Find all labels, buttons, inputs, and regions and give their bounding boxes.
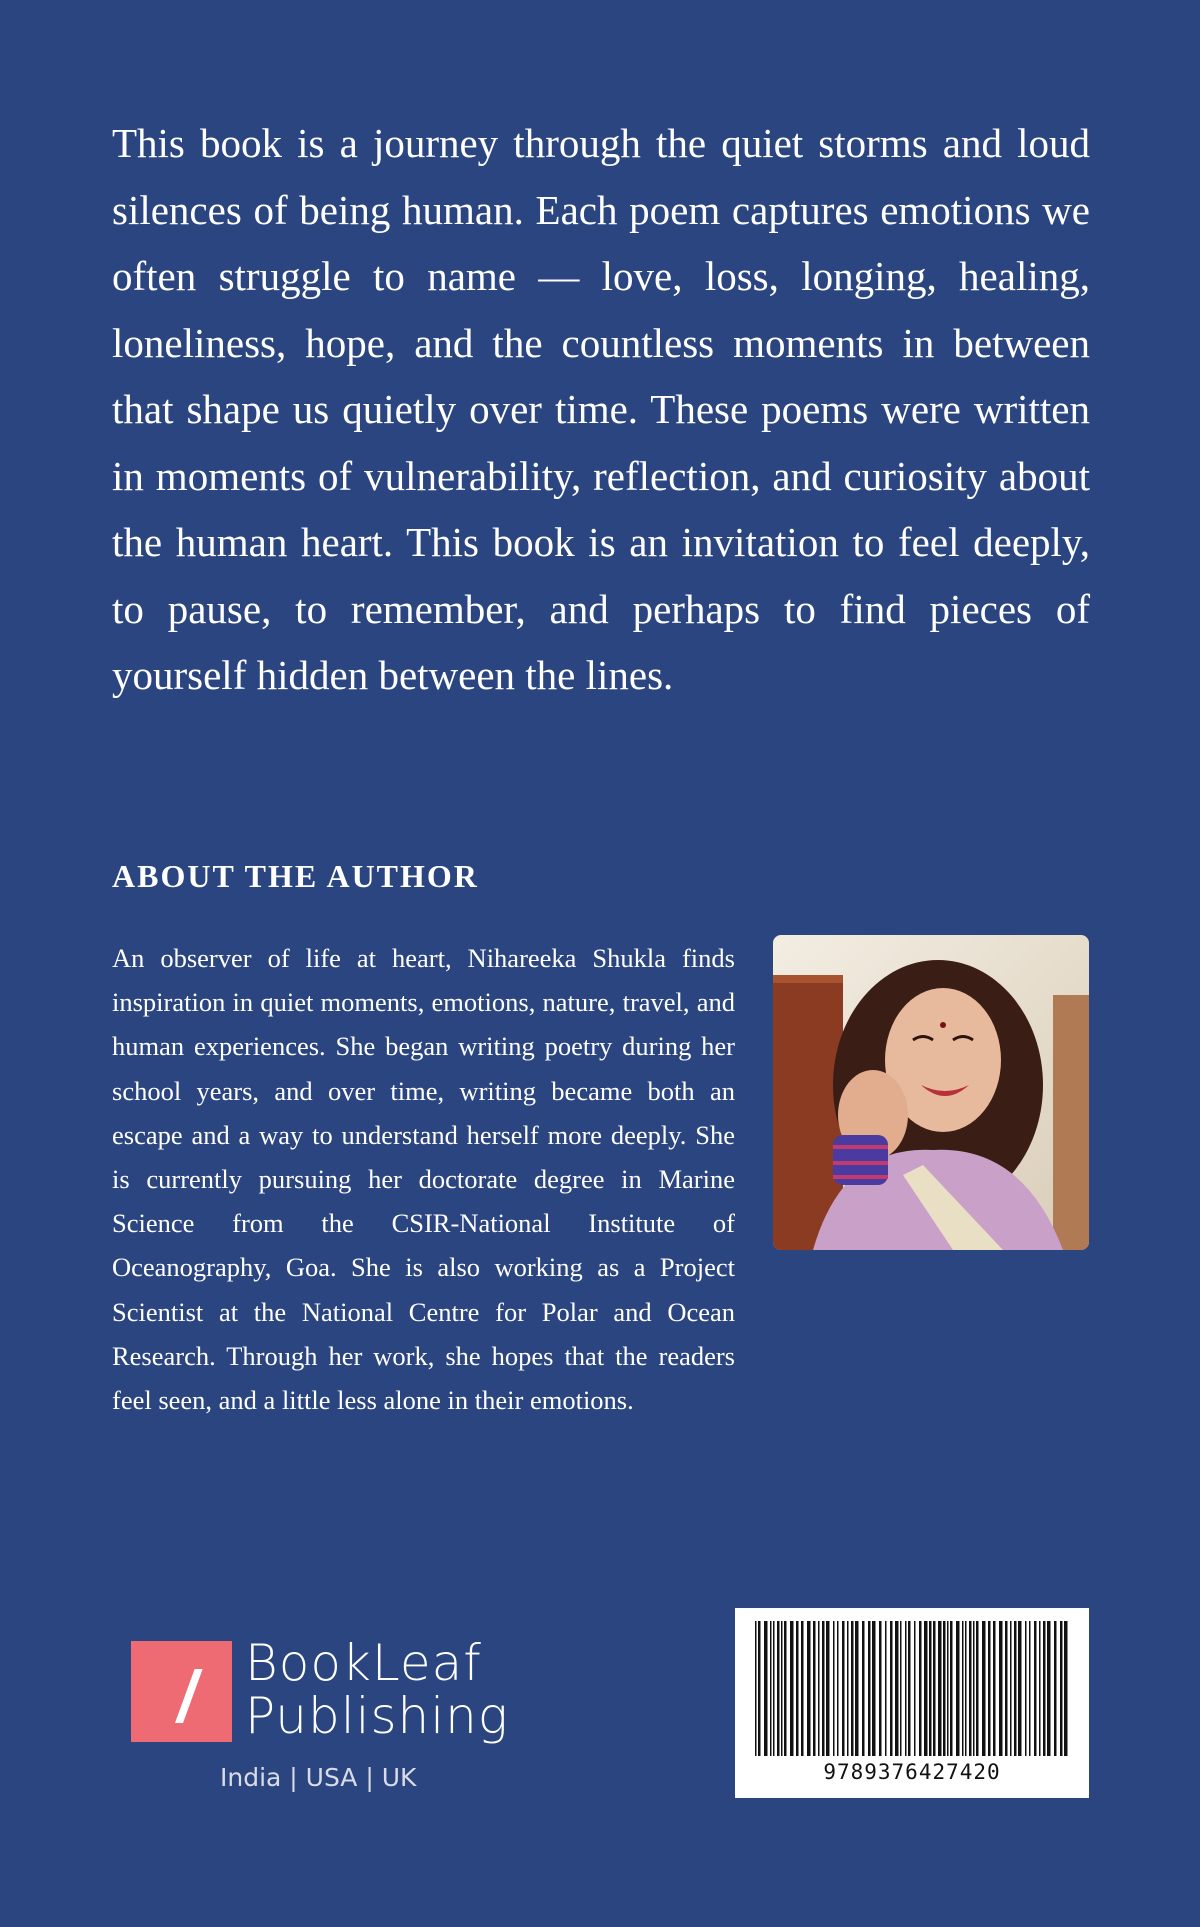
publisher-regions: India | USA | UK [220,1763,417,1792]
barcode-bar [885,1621,887,1756]
barcode-bar [784,1621,787,1756]
barcode-bar [999,1621,1003,1756]
barcode-bar [965,1621,967,1756]
barcode-bar [801,1621,804,1756]
barcode-bar [872,1621,876,1756]
barcode-bar [847,1621,849,1756]
barcode-bar [943,1621,946,1756]
back-cover-blurb: This book is a journey through the quiet storms and loud silences of being human. Each poem captures emotions we often struggle to name — love, loss, longing, healing, loneliness, hope, and the countless moments in between that shape us quietly over time. These poems were written in moments of vulnerability, reflection, and curiosity about the human heart. This book is an invitation to feel deeply, to pause, to remember, and perhaps to find pieces of yourself hidden between the lines. [112,120,1090,698]
barcode-bar [851,1621,854,1756]
barcode-bar [895,1621,899,1756]
barcode-bar [929,1621,932,1756]
barcode-bar [842,1621,845,1756]
barcode-bar [790,1621,794,1756]
barcode-bar [933,1621,936,1756]
barcode-bar [758,1621,761,1756]
barcode-bar [976,1621,979,1756]
barcode-bar [1010,1621,1012,1756]
barcode-bar [905,1621,907,1756]
publisher-name-line1: BookLeaf [245,1634,482,1692]
barcode-bars [753,1621,1071,1756]
barcode-bar [770,1621,772,1756]
barcode-bar [1014,1621,1017,1756]
barcode-bar [1018,1621,1022,1756]
barcode-bar [982,1621,986,1756]
barcode-bar [938,1621,942,1756]
barcode-bar [855,1621,859,1756]
about-author-heading: ABOUT THE AUTHOR [112,858,479,894]
publisher-logo-mark [131,1641,232,1742]
barcode-bar [969,1621,972,1756]
barcode-bar [956,1621,960,1756]
publisher-name-line2: Publishing [245,1687,509,1745]
barcode-bar [1043,1621,1046,1756]
barcode-bar [890,1621,893,1756]
barcode-bar [755,1621,757,1756]
author-photo [773,935,1089,1250]
barcode-bar [833,1621,835,1756]
barcode-bar [1029,1621,1031,1756]
barcode-bar [826,1621,830,1756]
barcode-bar [924,1621,928,1756]
barcode-bar [1025,1621,1027,1756]
barcode-bar [900,1621,902,1756]
author-bio: An observer of life at heart, Nihareeka Shukla finds inspiration in quiet moments, emotions, nature, travel, and human experiences. She began writing poetry during her school years, and over time, writing became both an escape and a way to understand herself more deeply. She is currently pursuing her doctorate degree in Marine Science from the CSIR-National Institute of Oceanography, Goa. She is also working as a Project Scientist at the National Centre for Polar and Ocean Research. Through her work, she hopes that the readers feel seen, and a little less alone in their emotions. [112,943,735,1416]
barcode-bar [773,1621,775,1756]
barcode-bar [1064,1621,1068,1756]
barcode-bar [777,1621,780,1756]
barcode-bar [764,1621,768,1756]
isbn-number: 9789376427420 [823,1760,1001,1784]
barcode-bar [1054,1621,1057,1756]
barcode-bar [862,1621,865,1756]
barcode-bar [1047,1621,1051,1756]
barcode-bar [947,1621,949,1756]
barcode-bar [919,1621,922,1756]
barcode-bar [818,1621,820,1756]
barcode-bar [879,1621,882,1756]
barcode-bar [837,1621,839,1756]
barcode-bar [781,1621,783,1756]
barcode-bar [914,1621,916,1756]
barcode-bar [1034,1621,1037,1756]
barcode-bar [993,1621,996,1756]
barcode-bar [908,1621,911,1756]
barcode-bar [868,1621,871,1756]
barcode-bar [1060,1621,1063,1756]
slash-icon [175,1669,203,1723]
barcode-bar [822,1621,825,1756]
barcode-bar [988,1621,991,1756]
isbn-barcode [735,1608,1089,1798]
barcode-bar [1005,1621,1008,1756]
barcode-bar [813,1621,816,1756]
barcode-bar [1039,1621,1041,1756]
barcode-bar [796,1621,799,1756]
barcode-bar [807,1621,811,1756]
publisher-logo [131,1636,511,1796]
barcode-bar [973,1621,975,1756]
barcode-bar [950,1621,953,1756]
barcode-bar [962,1621,964,1756]
